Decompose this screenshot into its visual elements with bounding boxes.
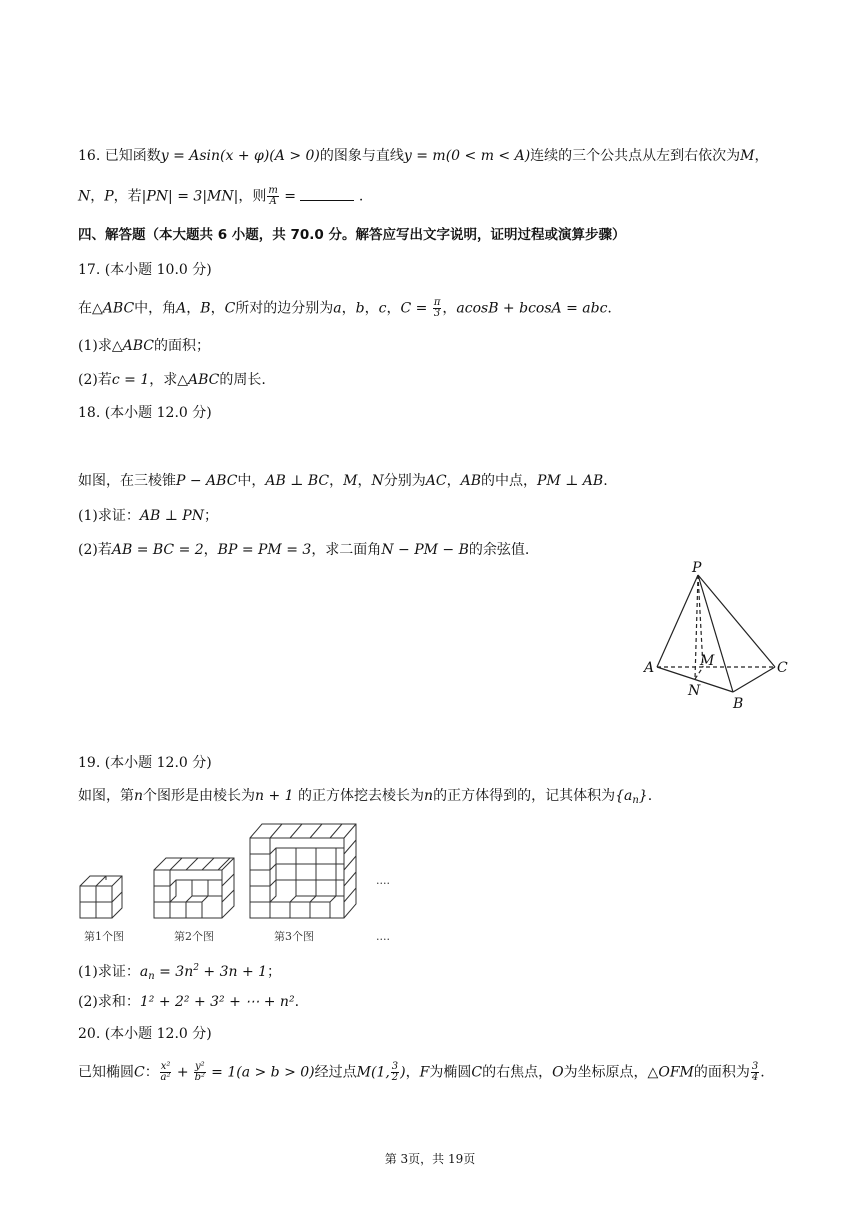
q20-math: = 1(a > b > 0)	[206, 1064, 315, 1081]
q17-math: ABC	[102, 300, 135, 317]
q17-text: (1)求△	[78, 338, 123, 354]
q18-text: .	[603, 473, 608, 489]
q18-math: N	[371, 473, 384, 489]
q19-superscript: 2	[193, 963, 199, 973]
q20-text: 的面积为	[693, 1064, 750, 1081]
q18-math: P − ABC	[176, 473, 238, 489]
frac-denominator: A	[269, 196, 277, 207]
q18-text: (1)求证：	[78, 508, 140, 524]
cube-figure-3	[250, 824, 356, 918]
q19-text: 的正方体挖去棱长为	[293, 788, 425, 804]
q19-text: 如图，第	[78, 788, 134, 804]
q17-heading: 17. (本小题 10.0 分)	[78, 262, 212, 278]
q19-text: .	[294, 994, 300, 1010]
fig-label-1: 第1个图	[84, 930, 124, 943]
q17-math: b	[355, 300, 365, 317]
q17-text: ，	[364, 300, 379, 317]
q17-part1	[78, 336, 210, 356]
q18-part1	[78, 506, 218, 526]
q20-text: ，	[405, 1064, 420, 1081]
q17-math: a	[333, 300, 342, 317]
cubes-figure	[76, 818, 406, 948]
q19-math: {a	[615, 788, 633, 804]
q19-text: (2)求和：	[78, 994, 140, 1010]
q20-text: 为坐标原点，△	[563, 1064, 659, 1081]
q18-math: AB = BC = 2	[111, 542, 204, 558]
q19-heading: 19. (本小题 12.0 分)	[78, 755, 212, 771]
q20-math: +	[172, 1064, 194, 1081]
q20-math: M(1,	[356, 1064, 390, 1081]
frac-numerator: π	[433, 297, 441, 308]
frac-numerator: x²	[160, 1061, 171, 1072]
q19-math: n	[424, 788, 434, 804]
q20-fraction	[391, 1062, 399, 1083]
q18-math: AB	[460, 473, 481, 489]
q16-text: ，若	[113, 188, 142, 205]
q20-math: )	[400, 1064, 406, 1081]
q18-math: PM ⊥ AB	[536, 473, 604, 489]
q20-stem	[78, 1062, 765, 1083]
frac-numerator: 3	[391, 1061, 399, 1072]
q19-text: .	[647, 788, 653, 804]
frac-denominator: 2	[391, 1072, 399, 1083]
q17-text: 的周长.	[219, 372, 266, 388]
q17-text: ，	[210, 300, 225, 317]
q17-math: c = 1	[111, 372, 150, 388]
q16-line2	[78, 186, 363, 207]
q18-part2	[78, 540, 529, 560]
q19-part1	[78, 958, 281, 987]
q20-math: F	[419, 1064, 430, 1081]
frac-numerator: y²	[195, 1061, 205, 1072]
q16-text: 的图象与直线	[319, 148, 404, 164]
q18-math: M	[343, 473, 358, 489]
q17-text: .	[607, 300, 612, 317]
fig-dots: ....	[376, 874, 390, 887]
frac-numerator: 3	[751, 1061, 759, 1072]
q16-fraction	[267, 186, 278, 207]
edge-PN-dashed	[695, 575, 698, 679]
q18-heading: 18. (本小题 12.0 分)	[78, 405, 212, 421]
q18-math: N − PM − B	[381, 542, 469, 558]
q17-text: ，	[341, 300, 356, 317]
q20-math: O	[552, 1064, 564, 1081]
q20-fraction	[160, 1062, 172, 1083]
q17-text: ，	[386, 300, 401, 317]
frac-denominator: 3	[433, 308, 441, 319]
q18-text: ；	[203, 508, 218, 524]
q19-subscript: n	[632, 795, 639, 806]
label-A: A	[644, 660, 655, 676]
q19-subscript: n	[148, 971, 155, 982]
q17-stem	[78, 298, 612, 319]
q17-part2	[78, 370, 266, 390]
q16-math: |PN| = 3|MN|	[141, 188, 239, 205]
q16-math: N	[78, 188, 91, 205]
q19-stem	[78, 786, 652, 811]
q19-text: 的正方体得到的，记其体积为	[433, 788, 616, 804]
q17-fraction	[433, 298, 442, 319]
q16-math: P	[104, 188, 114, 205]
q20-text: 为椭圆	[429, 1064, 472, 1081]
q16-text: ，	[754, 148, 769, 164]
frac-denominator: b²	[194, 1072, 206, 1083]
q20-math: C	[471, 1064, 483, 1081]
q19-math: = 3n	[154, 964, 194, 980]
q18-text: ，	[446, 473, 461, 489]
q19-text: (1)求证：	[78, 964, 140, 980]
edge-PA	[657, 575, 698, 667]
q18-text: 如图，在三棱锥	[78, 473, 176, 489]
q17-math: A	[176, 300, 187, 317]
q17-text: (2)若	[78, 372, 112, 388]
q20-fraction	[194, 1062, 206, 1083]
label-P: P	[692, 560, 702, 576]
q19-math: + 3n + 1	[198, 964, 268, 980]
q18-text: (2)若	[78, 542, 112, 558]
answer-blank	[300, 188, 354, 201]
q19-math: }	[638, 788, 648, 804]
q20-math: C	[134, 1064, 145, 1081]
fig-label-2: 第2个图	[174, 930, 214, 943]
cube-figure-2	[154, 858, 234, 918]
q17-text: 在△	[78, 300, 103, 317]
q18-math: BP = PM = 3	[217, 542, 312, 558]
q19-math: n	[134, 788, 144, 804]
q17-math: c	[378, 300, 387, 317]
q18-math: AC	[425, 473, 447, 489]
q17-text: ，	[186, 300, 201, 317]
q16-text: 16. 已知函数	[78, 148, 161, 164]
q17-math: C	[224, 300, 236, 317]
q17-text: ，	[442, 300, 457, 317]
q18-text: 分别为	[383, 473, 426, 489]
q17-math: ABC	[188, 372, 220, 388]
q16-text: .	[354, 188, 364, 205]
q17-math: B	[200, 300, 211, 317]
q19-text: ；	[267, 964, 282, 980]
page-footer: 第 3页，共 19页	[384, 1152, 476, 1166]
q19-math: a	[139, 964, 149, 980]
fig-label-3: 第3个图	[274, 930, 314, 943]
q17-text: ，求△	[149, 372, 189, 388]
q20-math: OFM	[658, 1064, 694, 1081]
q17-text: 所对的边分别为	[235, 300, 334, 317]
q18-text: 的中点，	[480, 473, 537, 489]
edge-PB	[698, 575, 733, 692]
q18-text: 中，	[237, 473, 266, 489]
frac-numerator: m	[268, 185, 278, 196]
q20-text: 经过点	[314, 1064, 357, 1081]
q17-math: C =	[400, 300, 432, 317]
q16-text: ，则	[238, 188, 267, 205]
q20-text: .	[760, 1064, 765, 1081]
pyramid-figure	[640, 560, 800, 718]
q17-text: 的面积；	[153, 338, 210, 354]
q18-text: ，	[329, 473, 344, 489]
edge-BC	[733, 667, 775, 692]
q18-math: AB ⊥ BC	[265, 473, 330, 489]
frac-denominator: a²	[160, 1072, 171, 1083]
frac-denominator: 4	[751, 1072, 759, 1083]
q16-math: M	[740, 148, 755, 164]
q19-part2	[78, 992, 299, 1012]
q17-math: ABC	[122, 338, 154, 354]
q18-text: ，	[203, 542, 218, 558]
q16-math: y = Asin(x + φ)(A > 0)	[160, 148, 320, 164]
q17-math: acosB + bcosA = abc	[456, 300, 608, 317]
section-heading: 四、解答题（本大题共 6 小题，共 70.0 分。解答应写出文字说明，证明过程或演算步骤）	[78, 227, 626, 243]
q20-text: ：	[144, 1064, 159, 1081]
label-M: M	[700, 653, 715, 669]
q18-stem	[78, 471, 608, 491]
q18-math: AB ⊥ PN	[139, 508, 204, 524]
q16-text: 连续的三个公共点从左到右依次为	[530, 148, 741, 164]
q20-text: 的右焦点，	[482, 1064, 553, 1081]
q17-text: 中，角	[134, 300, 177, 317]
q16-text: ，	[90, 188, 105, 205]
cube-figure-1	[80, 876, 122, 918]
q19-math: 1² + 2² + 3² + ⋯ + n²	[139, 994, 295, 1010]
q16-line1	[78, 146, 769, 166]
q18-text: ，	[357, 473, 372, 489]
q19-text: 个图形是由棱长为	[143, 788, 256, 804]
label-C: C	[777, 660, 788, 676]
q18-text: 的余弦值.	[468, 542, 530, 558]
fig-dots: ....	[376, 930, 390, 943]
q18-text: ，求二面角	[311, 542, 382, 558]
q20-text: 已知椭圆	[78, 1064, 134, 1081]
label-N: N	[688, 683, 701, 699]
label-B: B	[733, 696, 744, 712]
q20-heading: 20. (本小题 12.0 分)	[78, 1026, 212, 1042]
q20-fraction	[751, 1062, 759, 1083]
q16-text: =	[279, 188, 301, 205]
q16-math: y = m(0 < m < A)	[403, 148, 531, 164]
q19-math: n + 1	[255, 788, 294, 804]
